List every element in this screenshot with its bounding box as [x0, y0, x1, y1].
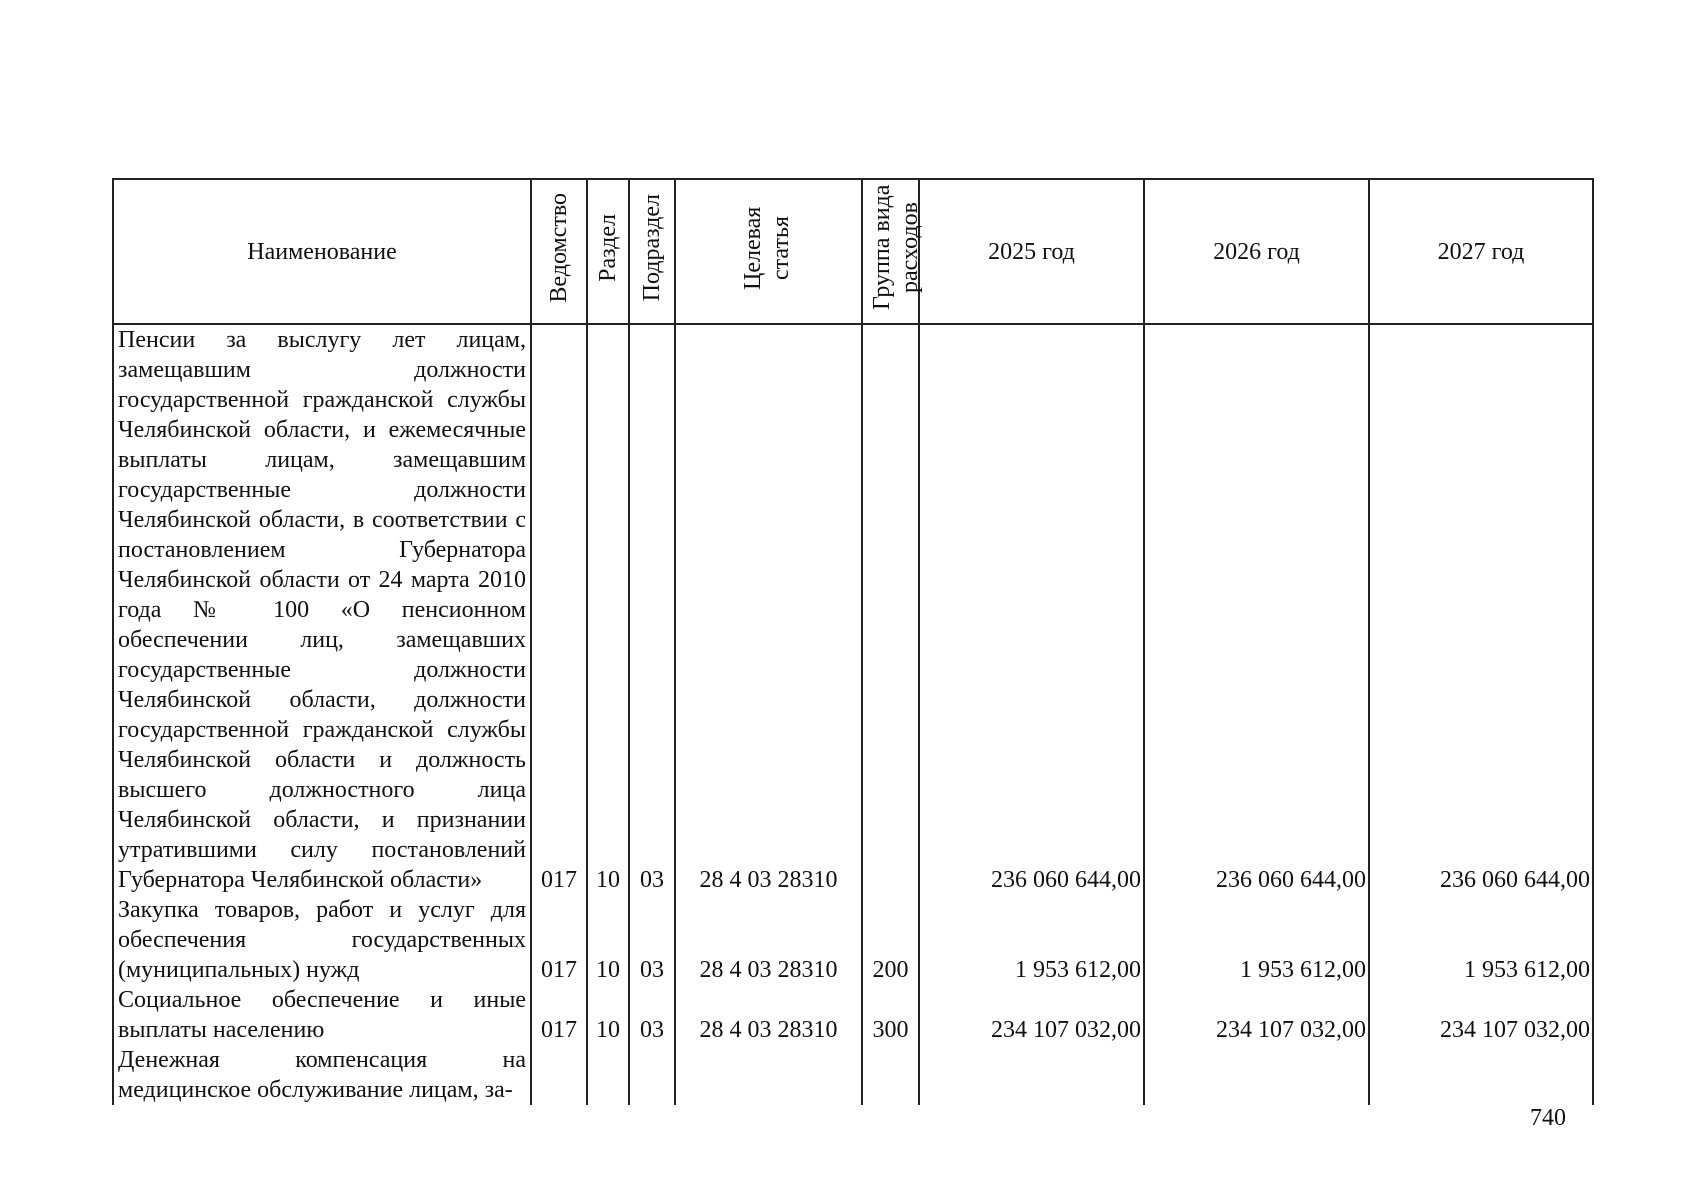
- row-name: Закупка товаров, работ и услуг для обеспечения государственных (муниципальных) нужд: [113, 895, 531, 985]
- row-amount-2026: 234 107 032,00: [1144, 985, 1369, 1045]
- header-row: [113, 179, 1593, 324]
- row-amount-2027: [1369, 1045, 1593, 1105]
- header-department: [531, 179, 587, 324]
- header-target-article: [675, 179, 862, 324]
- table-row: [113, 1045, 1593, 1105]
- row-section: 10: [587, 324, 629, 895]
- row-amount-2025: 236 060 644,00: [919, 324, 1144, 895]
- header-section: [587, 179, 629, 324]
- row-name: Социальное обеспечение и иные выплаты населению: [113, 985, 531, 1045]
- row-amount-2027: 234 107 032,00: [1369, 985, 1593, 1045]
- row-amount-2025: [919, 1045, 1144, 1105]
- budget-table: [112, 178, 1594, 1105]
- table-row: [113, 985, 1593, 1045]
- table-row: [113, 895, 1593, 985]
- table-row: [113, 324, 1593, 895]
- row-section: [587, 1045, 629, 1105]
- header-expense-group-label: Группа вида расходов: [869, 184, 923, 311]
- row-department: 017: [531, 985, 587, 1045]
- header-expense-group: [862, 179, 923, 324]
- row-section: 10: [587, 895, 629, 985]
- row-subsection: 03: [629, 895, 675, 985]
- page-number: 740: [1530, 1105, 1566, 1131]
- row-subsection: 03: [629, 324, 675, 895]
- row-subsection: 03: [629, 985, 675, 1045]
- row-amount-2025: 234 107 032,00: [919, 985, 1144, 1045]
- header-subsection: [629, 179, 675, 324]
- row-amount-2025: 1 953 612,00: [919, 895, 1144, 985]
- row-expense-group: [862, 1045, 919, 1105]
- row-amount-2027: 236 060 644,00: [1369, 324, 1593, 895]
- row-expense-group: 200: [862, 895, 919, 985]
- row-name: Пенсии за выслугу лет лицам, замещавшим должности государственной гражданской службы Челябинской области, и ежемесячные выплаты лицам, замещавшим государственные должности Челябинской области, в соответствии с постановлением Губернатора Челябинской области от 24 марта 2010 года № 100 «О пенсионном обеспечении лиц, замещавших государственные должности Челябинской области, должности государственной гражданской службы Челябинской области и должность высшего должностного лица Челябинской области, и признании утратившими силу постановлений Губернатора Челябинской области»: [113, 324, 531, 895]
- row-department: [531, 1045, 587, 1105]
- header-name: Наименование: [113, 179, 531, 324]
- header-target-article-label: Целевая статья: [739, 205, 794, 290]
- header-section-label: Раздел: [595, 213, 621, 282]
- row-amount-2026: [1144, 1045, 1369, 1105]
- header-year-2026: 2026 год: [1144, 179, 1369, 324]
- header-year-2027: 2027 год: [1369, 179, 1593, 324]
- row-name: Денежная компенсация на медицинское обслуживание лицам, за-: [113, 1045, 531, 1105]
- row-subsection: [629, 1045, 675, 1105]
- row-target-article: 28 4 03 28310: [675, 985, 862, 1045]
- row-department: 017: [531, 895, 587, 985]
- header-year-2025: 2025 год: [919, 179, 1144, 324]
- row-amount-2026: 1 953 612,00: [1144, 895, 1369, 985]
- header-subsection-label: Подраздел: [639, 193, 665, 302]
- row-target-article: 28 4 03 28310: [675, 324, 862, 895]
- row-target-article: 28 4 03 28310: [675, 895, 862, 985]
- row-department: 017: [531, 324, 587, 895]
- row-target-article: [675, 1045, 862, 1105]
- header-department-label: Ведомство: [546, 192, 572, 303]
- row-amount-2027: 1 953 612,00: [1369, 895, 1593, 985]
- row-expense-group: [862, 324, 919, 895]
- row-expense-group: 300: [862, 985, 919, 1045]
- row-amount-2026: 236 060 644,00: [1144, 324, 1369, 895]
- row-section: 10: [587, 985, 629, 1045]
